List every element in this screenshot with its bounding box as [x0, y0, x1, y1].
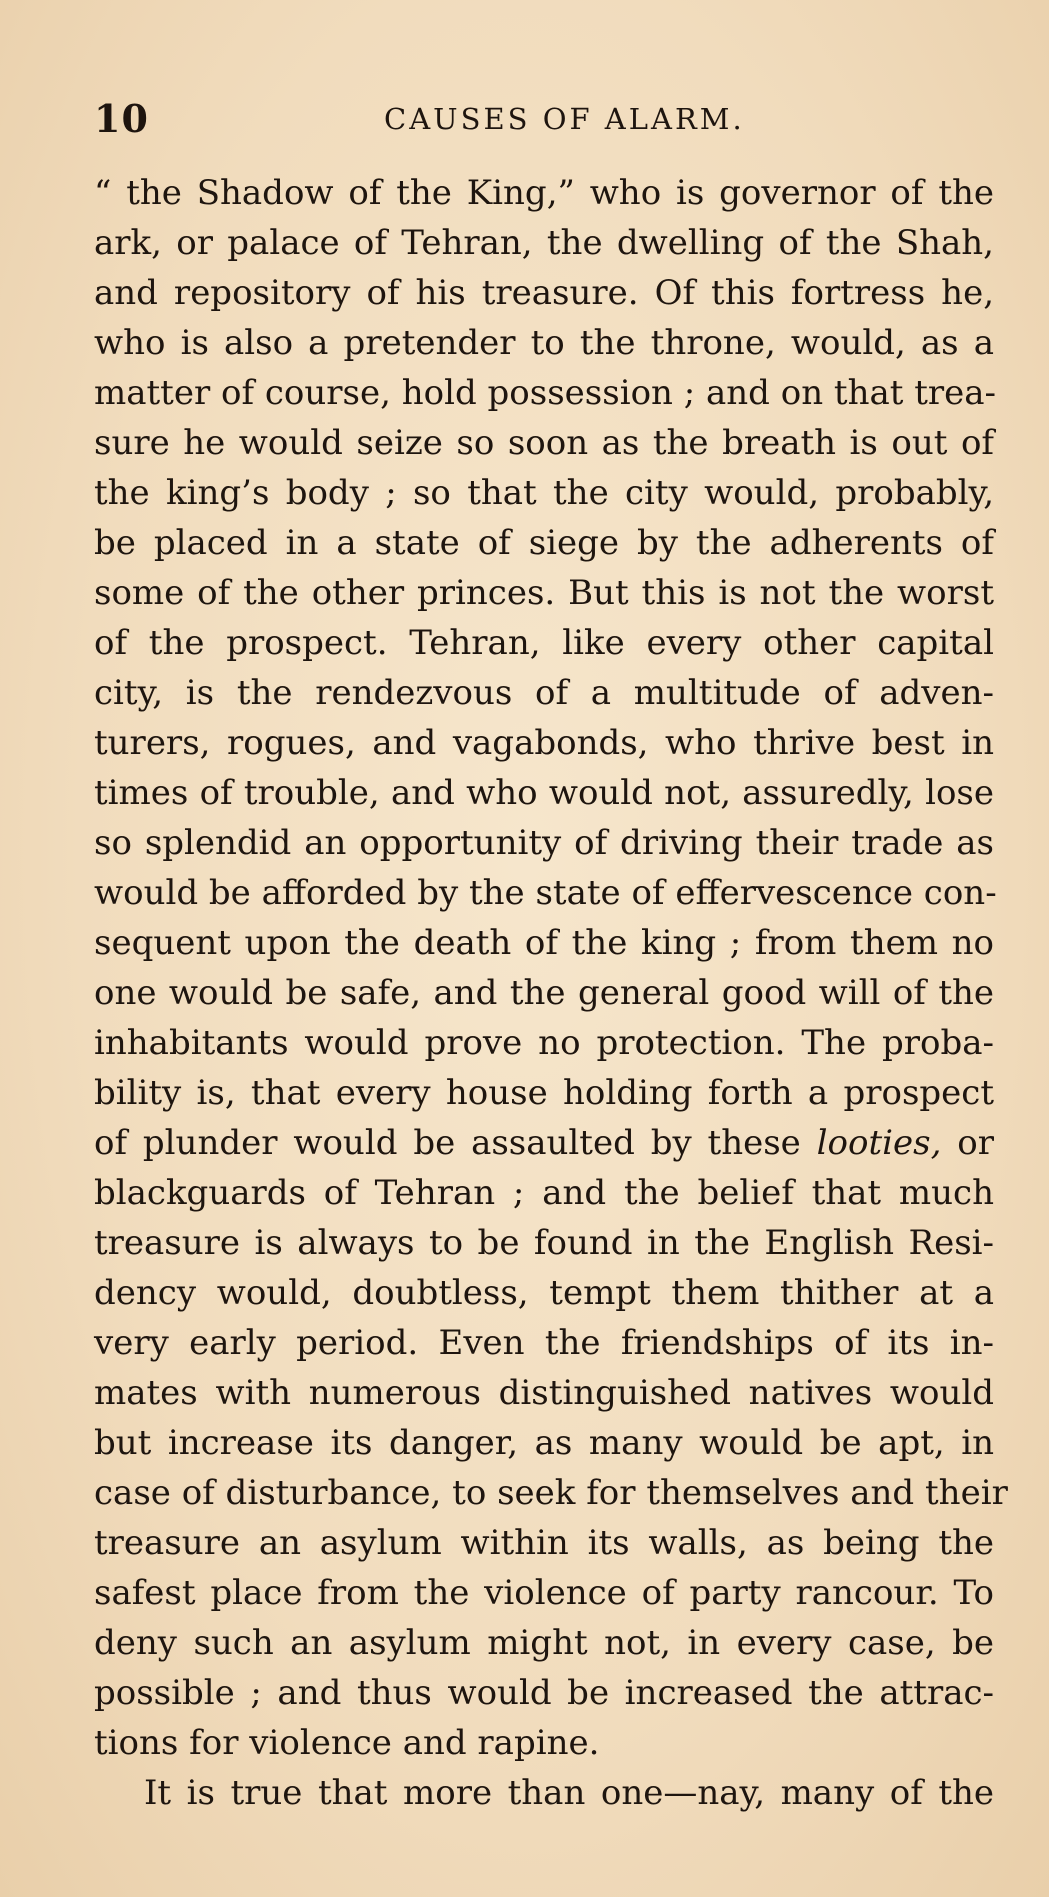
italic-term: looties,: [816, 1123, 942, 1163]
text-line: be placed in a state of siege by the adherents of: [94, 523, 994, 563]
running-head: [94, 96, 994, 146]
text-line: so splendid an opportunity of driving their trade as: [94, 823, 994, 863]
text-line: turers, rogues, and vagabonds, who thrive best in: [94, 723, 994, 763]
text-line: but increase its danger, as many would be apt, in: [94, 1423, 994, 1463]
body-text: [94, 168, 1008, 1818]
text-line: very early period. Even the friendships of its in-: [94, 1323, 994, 1363]
text-line: mates with numerous distinguished natives would: [94, 1373, 994, 1413]
text-line: sequent upon the death of the king ; from them no: [94, 923, 994, 963]
text-line: the king’s body ; so that the city would, probably,: [94, 473, 994, 513]
text-line-with-italic: [94, 1118, 994, 1168]
text-line: sure he would seize so soon as the breath is out of: [94, 423, 994, 463]
text-line: one would be safe, and the general good will of the: [94, 973, 994, 1013]
text-line: city, is the rendezvous of a multitude of adven-: [94, 673, 994, 713]
page-number: 10: [94, 96, 149, 141]
text-line: who is also a pretender to the throne, would, as a: [94, 323, 994, 363]
text-line: blackguards of Tehran ; and the belief that much: [94, 1173, 994, 1213]
text-fragment: or: [941, 1123, 994, 1163]
text-line: some of the other princes. But this is not the worst: [94, 573, 994, 613]
text-line: matter of course, hold possession ; and on that trea-: [94, 373, 997, 413]
text-line: and repository of his treasure. Of this fortress he,: [94, 273, 994, 313]
text-line: “ the Shadow of the King,” who is governor of the: [94, 173, 994, 213]
running-head-title: CAUSES OF ALARM.: [384, 102, 745, 136]
text-line: inhabitants would prove no protection. The proba-: [94, 1023, 994, 1063]
text-line: It is true that more than one—nay, many of the: [144, 1773, 994, 1813]
text-fragment: of plunder would be assaulted by these: [94, 1123, 817, 1163]
text-line: case of disturbance, to seek for themselves and their: [94, 1473, 1008, 1513]
text-line: of the prospect. Tehran, like every other capital: [94, 623, 994, 663]
text-line: possible ; and thus would be increased the attrac-: [94, 1673, 994, 1713]
text-line: treasure is always to be found in the English Resi-: [94, 1223, 994, 1263]
text-line: bility is, that every house holding forth a prospect: [94, 1073, 994, 1113]
text-line: ark, or palace of Tehran, the dwelling of the Shah,: [94, 223, 994, 263]
text-line: times of trouble, and who would not, assuredly, lose: [94, 773, 994, 813]
text-line: would be afforded by the state of effervescence con-: [94, 873, 997, 913]
text-line: safest place from the violence of party rancour. To: [94, 1573, 994, 1613]
text-line: tions for violence and rapine.: [94, 1723, 600, 1763]
text-line: treasure an asylum within its walls, as being the: [94, 1523, 994, 1563]
text-line: dency would, doubtless, tempt them thither at a: [94, 1273, 994, 1313]
text-line: deny such an asylum might not, in every case, be: [94, 1623, 994, 1663]
